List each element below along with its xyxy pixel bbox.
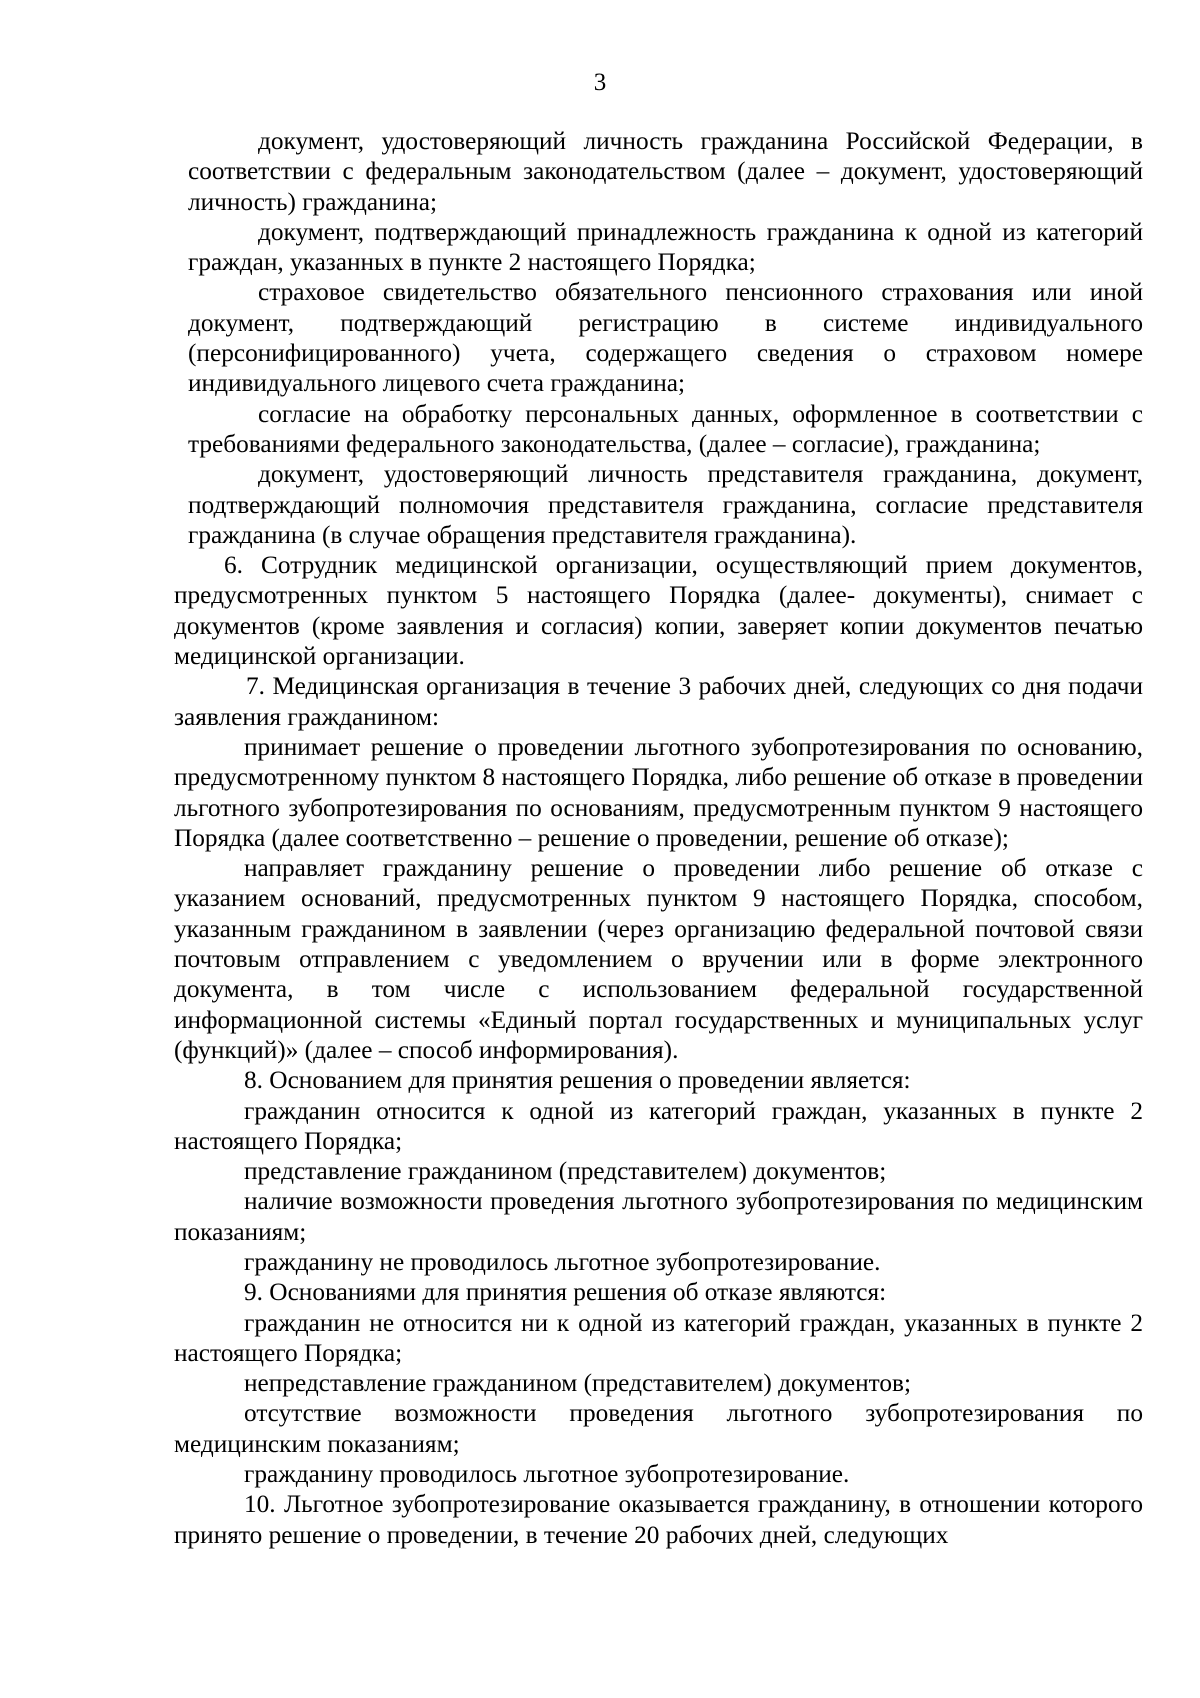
paragraph-category-document: документ, подтверждающий принадлежность гражданина к одной из категорий граждан, указанных в пункте 2 настоящего Порядка; bbox=[188, 217, 1143, 277]
paragraph-item-9-documents: непредставление гражданином (представителем) документов; bbox=[244, 1369, 912, 1398]
paragraph-item-8-documents: представление гражданином (представителем) документов; bbox=[244, 1157, 887, 1186]
paragraph-representative-documents: документ, удостоверяющий личность представителя гражданина, документ, подтверждающий полномочия представителя гражданина, согласие представителя гражданина (в случае обращения представителя гражданина). bbox=[188, 460, 1143, 549]
paragraph-item-9-provided: гражданину проводилось льготное зубопротезирование. bbox=[244, 1460, 850, 1489]
paragraph-item-8-not-provided: гражданину не проводилось льготное зубопротезирование. bbox=[244, 1247, 881, 1276]
paragraph-item-9: 9. Основаниями для принятия решения об отказе являются: bbox=[244, 1278, 887, 1307]
paragraph-item-8-medical-indications: наличие возможности проведения льготного зубопротезирования по медицинским показаниям; bbox=[174, 1187, 1143, 1246]
paragraph-item-6: 6. Сотрудник медицинской организации, осуществляющий прием документов, предусмотренных пунктом 5 настоящего Порядка (далее- документы), снимает с документов (кроме заявления и согласия) копии, заверяет копии документов печатью медицинской организации. bbox=[174, 551, 1143, 671]
document-body bbox=[0, 126, 1200, 1550]
page-number: 3 bbox=[593, 69, 607, 96]
paragraph-item-8: 8. Основанием для принятия решения о проведении является: bbox=[244, 1066, 911, 1095]
paragraph-identity-document: документ, удостоверяющий личность гражданина Российской Федерации, в соответствии с федеральным законодательством (далее – документ, удостоверяющий личность) гражданина; bbox=[188, 127, 1143, 216]
paragraph-item-10: 10. Льготное зубопротезирование оказывается гражданину, в отношении которого принято решение о проведении, в течение 20 рабочих дней, следующих bbox=[174, 1490, 1143, 1549]
paragraph-insurance-certificate: страховое свидетельство обязательного пенсионного страхования или иной документ, подтверждающий регистрацию в системе индивидуального (персонифицированного) учета, содержащего сведения о страховом номере индивидуального лицевого счета гражданина; bbox=[188, 278, 1143, 398]
paragraph-item-9-medical-indications: отсутствие возможности проведения льготного зубопротезирования по медицинским показаниям; bbox=[174, 1399, 1143, 1458]
paragraph-item-7: 7. Медицинская организация в течение 3 рабочих дней, следующих со дня подачи заявления гражданином: bbox=[174, 672, 1143, 731]
paragraph-item-9-category: гражданин не относится ни к одной из категорий граждан, указанных в пункте 2 настоящего Порядка; bbox=[174, 1308, 1143, 1367]
paragraph-item-7-notification: направляет гражданину решение о проведении либо решение об отказе с указанием оснований, предусмотренных пунктом 9 настоящего Порядка, способом, указанным гражданином в заявлении (через организацию федеральной почтовой связи почтовым отправлением с уведомлением о вручении или в форме электронного документа, в том числе с использованием федеральной государственной информационной системы «Единый портал государственных и муниципальных услуг (функций)» (далее – способ информирования). bbox=[174, 854, 1143, 1064]
paragraph-consent: согласие на обработку персональных данных, оформленное в соответствии с требованиями федерального законодательства, (далее – согласие), гражданина; bbox=[188, 399, 1143, 458]
paragraph-item-8-category: гражданин относится к одной из категорий граждан, указанных в пункте 2 настоящего Порядка; bbox=[174, 1096, 1143, 1155]
paragraph-item-7-decision: принимает решение о проведении льготного зубопротезирования по основанию, предусмотренному пунктом 8 настоящего Порядка, либо решение об отказе в проведении льготного зубопротезирования по основаниям, предусмотренным пунктом 9 настоящего Порядка (далее соответственно – решение о проведении, решение об отказе); bbox=[174, 732, 1143, 852]
